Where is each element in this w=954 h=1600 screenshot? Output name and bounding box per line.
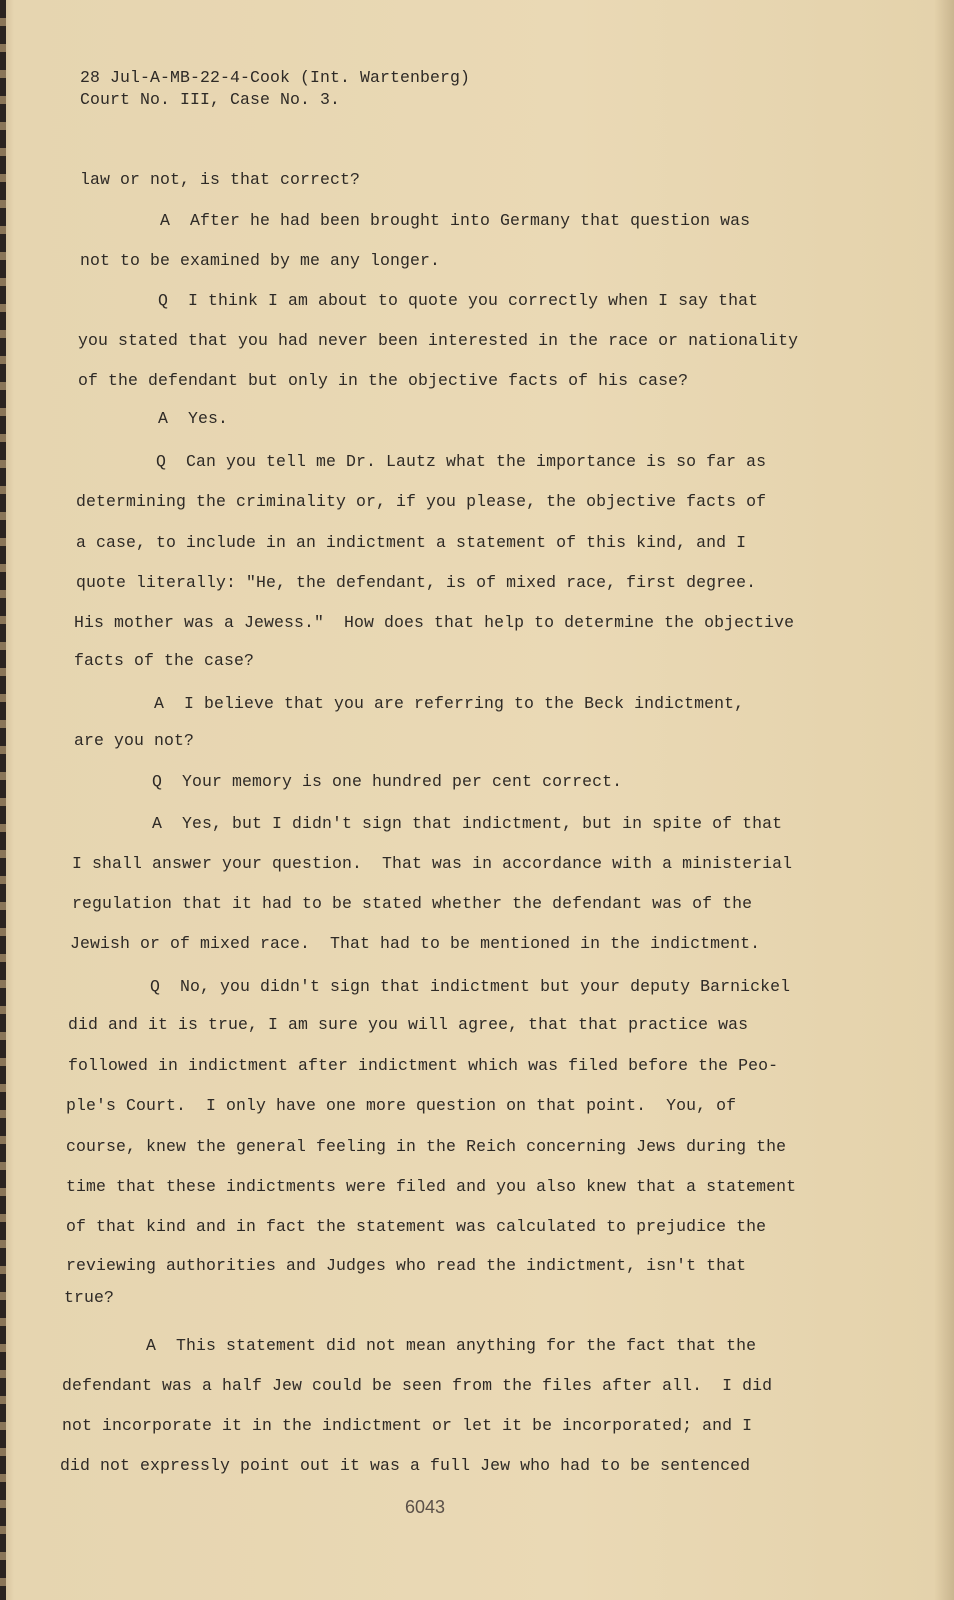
transcript-line: His mother was a Jewess." How does that help to determine the objective (74, 613, 795, 632)
transcript-line: of the defendant but only in the objective facts of his case? (78, 371, 689, 390)
answer-line: A After he had been brought into Germany that question was (160, 211, 751, 230)
transcript-line: did not expressly point out it was a full Jew who had to be sentenced (60, 1456, 751, 1475)
transcript-line: are you not? (74, 731, 195, 750)
answer-line: A I believe that you are referring to the Beck indictment, (154, 694, 745, 713)
transcript-line: time that these indictments were filed and you also knew that a statement (66, 1177, 797, 1196)
transcript-line: Jewish or of mixed race. That had to be mentioned in the indictment. (70, 934, 761, 953)
answer-line: A Yes. (158, 409, 229, 428)
transcript-line: law or not, is that correct? (80, 170, 361, 189)
transcript-line: followed in indictment after indictment which was filed before the Peo- (68, 1056, 779, 1075)
question-line: Q Your memory is one hundred per cent correct. (152, 772, 623, 791)
transcript-line: course, knew the general feeling in the Reich concerning Jews during the (66, 1137, 787, 1156)
transcript-line: regulation that it had to be stated whether the defendant was of the (72, 894, 753, 913)
question-line: Q No, you didn't sign that indictment but your deputy Barnickel (150, 977, 791, 996)
question-line: Q Can you tell me Dr. Lautz what the importance is so far as (156, 452, 767, 471)
header-court-number: Court No. III, Case No. 3. (80, 90, 341, 109)
transcript-line: facts of the case? (74, 651, 255, 670)
question-line: Q I think I am about to quote you correctly when I say that (158, 291, 759, 310)
transcript-line: did and it is true, I am sure you will agree, that that practice was (68, 1015, 749, 1034)
page-edge-shadow (934, 0, 954, 1600)
header-case-reference: 28 Jul-A-MB-22-4-Cook (Int. Wartenberg) (80, 68, 471, 87)
transcript-line: you stated that you had never been interested in the race or nationality (78, 331, 799, 350)
answer-line: A Yes, but I didn't sign that indictment, but in spite of that (152, 814, 783, 833)
transcript-line: determining the criminality or, if you please, the objective facts of (76, 492, 767, 511)
transcript-line: a case, to include in an indictment a statement of this kind, and I (76, 533, 747, 552)
transcript-line: not to be examined by me any longer. (80, 251, 441, 270)
answer-line: A This statement did not mean anything for the fact that the (146, 1336, 757, 1355)
transcript-line: of that kind and in fact the statement was calculated to prejudice the (66, 1217, 767, 1236)
transcript-line: I shall answer your question. That was in accordance with a ministerial (72, 854, 793, 873)
transcript-line: true? (64, 1288, 115, 1307)
transcript-line: reviewing authorities and Judges who read the indictment, isn't that (66, 1256, 747, 1275)
binding-edge (0, 0, 6, 1600)
transcript-line: defendant was a half Jew could be seen from the files after all. I did (62, 1376, 773, 1395)
transcript-line: ple's Court. I only have one more question on that point. You, of (66, 1096, 737, 1115)
transcript-line: quote literally: "He, the defendant, is of mixed race, first degree. (76, 573, 757, 592)
transcript-line: not incorporate it in the indictment or let it be incorporated; and I (62, 1416, 753, 1435)
page-number: 6043 (405, 1497, 446, 1517)
